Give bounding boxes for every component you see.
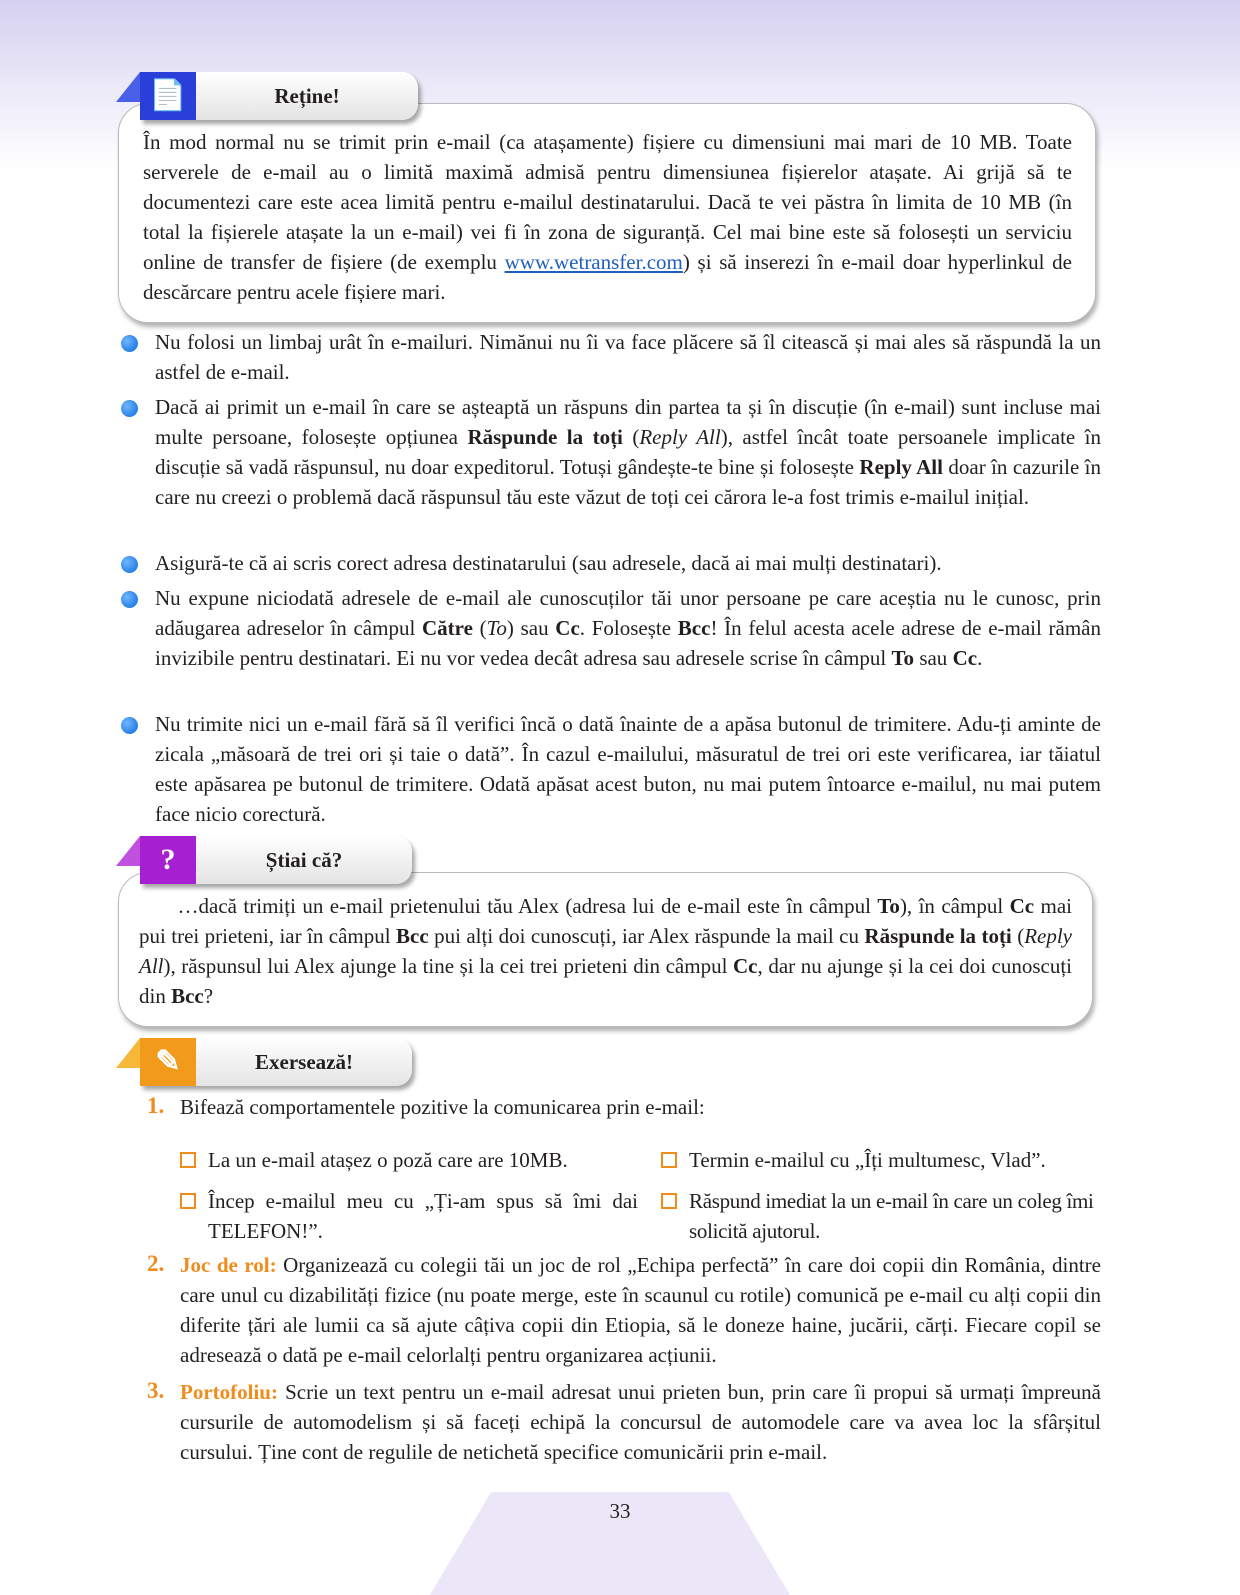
text-segment: Cc bbox=[733, 954, 758, 978]
header-flap bbox=[116, 1038, 140, 1068]
bullet-dot-icon bbox=[121, 400, 138, 417]
option-label: Termin e-mailul cu „Îți multumesc, Vlad”. bbox=[689, 1148, 1046, 1172]
text-segment: Cc bbox=[555, 616, 580, 640]
stiai-text bbox=[139, 891, 1078, 1011]
bullet-item bbox=[155, 583, 1101, 673]
text-segment: ( bbox=[622, 425, 640, 449]
text-segment: Cc bbox=[952, 646, 978, 670]
text-segment: ! În felul acesta acele adrese de e-mail rămân invizibile pentru destinatari. Ei nu vor vedea decât adresa sau adresele scrise în câmpul bbox=[155, 616, 1101, 670]
text-segment: ( bbox=[1011, 924, 1025, 948]
text-segment: ) sau bbox=[506, 616, 556, 640]
text-segment: Bcc bbox=[171, 984, 204, 1008]
exercise-1-number: 1. bbox=[147, 1093, 165, 1118]
bullet-item bbox=[155, 392, 1101, 512]
stiai-box bbox=[118, 872, 1093, 1027]
text-segment: Bcc bbox=[677, 616, 711, 640]
text-segment: Dacă ai primit un e-mail în care se așteaptă un răspuns din partea ta și în discuție (în e-mail) sunt incluse mai multe persoane, folosește opțiunea bbox=[155, 395, 1101, 449]
bullet-item bbox=[155, 709, 1101, 829]
text-segment: ( bbox=[472, 616, 487, 640]
retine-text bbox=[143, 127, 1072, 307]
bullet-dot-icon bbox=[121, 591, 138, 608]
checkbox[interactable] bbox=[661, 1152, 677, 1168]
bullet-dot-icon bbox=[121, 717, 138, 734]
text-segment: pui alți doi cunoscuți, iar Alex răspunde la mail cu bbox=[428, 924, 865, 948]
page-number: 33 bbox=[609, 1499, 631, 1523]
stiai-header bbox=[140, 836, 412, 884]
text-segment: . bbox=[977, 646, 983, 670]
exercise-3-label: Portofoliu: bbox=[180, 1380, 278, 1404]
text-segment: …dacă trimiți un e-mail prietenului tău Alex (adresa lui de e-mail este în câmpul bbox=[139, 894, 878, 918]
text-segment: doar în cazurile în care nu creezi o problemă dacă răspunsul tău este văzut de toți cei cărora le-a fost trimis e-mailul inițial. bbox=[155, 455, 1101, 509]
exerseaza-title: Exersează! bbox=[255, 1050, 353, 1074]
text-segment: ), astfel încât toate persoanele implicate în discuție să vadă răspunsul, nu doar expeditorul. Totuși gândește-te bine și folosește bbox=[155, 425, 1102, 479]
exercise-2-number: 2. bbox=[147, 1251, 165, 1276]
checkbox-option[interactable] bbox=[208, 1145, 638, 1175]
text-segment: Nu expune niciodată adresele de e-mail ale cunoscuților tăi unor persoane pe care aceștia nu le cunosc, prin adăugarea adreselor în câmpul bbox=[155, 586, 1101, 640]
option-label: La un e-mail atașez o poză care are 10MB. bbox=[208, 1148, 568, 1172]
text-segment: sau bbox=[914, 646, 953, 670]
text-segment: mai pui trei prieteni, iar în câmpul bbox=[139, 894, 1078, 948]
text-segment: Cc bbox=[1009, 894, 1035, 918]
text-segment: Către bbox=[422, 616, 473, 640]
bullet-item bbox=[155, 548, 1101, 578]
checkbox[interactable] bbox=[180, 1193, 196, 1209]
text-segment: To bbox=[891, 646, 915, 670]
bullet-dot-icon bbox=[121, 556, 138, 573]
text-segment: Răspunde la toți bbox=[467, 425, 623, 449]
text-segment: ), în câmpul bbox=[899, 894, 1010, 918]
bullet-dot-icon bbox=[121, 335, 138, 352]
bullet-item bbox=[155, 327, 1101, 387]
note-exclamation-icon: 📄 bbox=[140, 72, 196, 120]
text-segment: Bcc bbox=[396, 924, 429, 948]
exerseaza-header bbox=[140, 1038, 412, 1086]
text-segment: ), răspunsul lui Alex ajunge la tine și la cei trei prieteni din câmpul bbox=[163, 954, 733, 978]
text-segment: Reply All bbox=[859, 455, 943, 479]
exercise-3-number: 3. bbox=[147, 1378, 165, 1403]
exercise-2-label: Joc de rol: bbox=[180, 1253, 277, 1277]
exercise-3-text: Scrie un text pentru un e-mail adresat unui prieten bun, prin care îi propui să urmați împreună cursurile de automodelism și să faceți echipă la concursul de automodele care va avea loc la sfârșitul cursului. Ține cont de regulile de netichetă specifice comunicării prin e-mail. bbox=[180, 1380, 1101, 1464]
wetransfer-link[interactable]: www.wetransfer.com bbox=[504, 250, 683, 274]
checkbox[interactable] bbox=[661, 1193, 677, 1209]
text-segment: Nu folosi un limbaj urât în e-mailuri. Nimănui nu îi va face plăcere să îl citească și mai ales să răspundă la un astfel de e-mail. bbox=[155, 330, 1101, 384]
checkbox-option[interactable] bbox=[689, 1145, 1099, 1175]
text-segment: , dar nu ajunge și la cei doi cunoscuți din bbox=[139, 954, 1078, 1008]
checkbox-option[interactable] bbox=[689, 1186, 1099, 1246]
text-segment: ? bbox=[203, 984, 214, 1008]
text-segment: To bbox=[877, 894, 900, 918]
text-segment: Răspunde la toți bbox=[864, 924, 1012, 948]
text-segment: Asigură-te că ai scris corect adresa destinatarului (sau adresele, dacă ai mai mulți destinatari). bbox=[155, 551, 942, 575]
text-segment: ) și să inserezi în e-mail doar hyperlinkul de descărcare pentru acele fișiere mari. bbox=[143, 250, 1072, 304]
header-flap bbox=[116, 836, 140, 866]
text-segment: Reply All bbox=[639, 425, 721, 449]
pencil-document-icon: ✎ bbox=[140, 1038, 196, 1086]
checkbox[interactable] bbox=[180, 1152, 196, 1168]
retine-header bbox=[140, 72, 418, 120]
option-label: Încep e-mailul meu cu „Ți-am spus să îmi dai TELEFON!”. bbox=[208, 1189, 638, 1243]
question-document-icon: ? bbox=[140, 836, 196, 884]
retine-box bbox=[118, 103, 1096, 323]
exercise-2 bbox=[180, 1250, 1101, 1370]
text-segment: În mod normal nu se trimit prin e-mail (ca atașamente) fișiere cu dimensiuni mai mari de 10 MB. Toate serverele de e-mail au o limită maximă admisă pentru dimensiunea fișierelor atașate. Ai grijă să te documentezi care este acea limită pentru e-mailul destinatarului. Dacă te vei păstra în limita de 10 MB (în total la fișierele atașate la un e-mail) vei fi în zona de siguranță. Cel mai bine este să folosești un serviciu online de transfer de fișiere (de exemplu bbox=[143, 130, 1072, 274]
retine-title: Reține! bbox=[274, 84, 340, 108]
stiai-title: Știai că? bbox=[265, 848, 343, 872]
text-segment: To bbox=[486, 616, 507, 640]
exercise-3 bbox=[180, 1377, 1101, 1467]
text-segment: . Folosește bbox=[579, 616, 678, 640]
text-segment: Reply All bbox=[139, 924, 1077, 978]
text-segment: Nu trimite nici un e-mail fără să îl verifici încă o dată înainte de a apăsa butonul de trimitere. Adu-ți aminte de zicala „măsoară de trei ori și taie o dată”. În cazul e-mailului, măsuratul de trei ori este verificarea, iar tăiatul este apăsarea pe butonul de trimitere. Odată apăsat acest buton, nu mai putem întoarce e-mailul, nu mai putem face nicio corectură. bbox=[155, 712, 1101, 826]
exercise-2-text: Organizează cu colegii tăi un joc de rol „Echipa perfectă” în care doi copii din România, dintre care unul cu dizabilități fizice (nu poate merge, este în scaunul cu rotile) comunică pe e-mail cu alți copii din diferite țări ale lumii ca să ajute câțiva copii din Etiopia, să le doneze haine, jucării, cărți. Fiecare copil se adresează o dată pe e-mail celorlalți pentru organizarea acțiunii. bbox=[180, 1253, 1101, 1367]
option-label: Răspund imediat la un e-mail în care un coleg îmi solicită ajutorul. bbox=[689, 1189, 1094, 1243]
exercise-1-text: Bifează comportamentele pozitive la comunicarea prin e-mail: bbox=[180, 1095, 705, 1119]
checkbox-option[interactable] bbox=[208, 1186, 638, 1246]
